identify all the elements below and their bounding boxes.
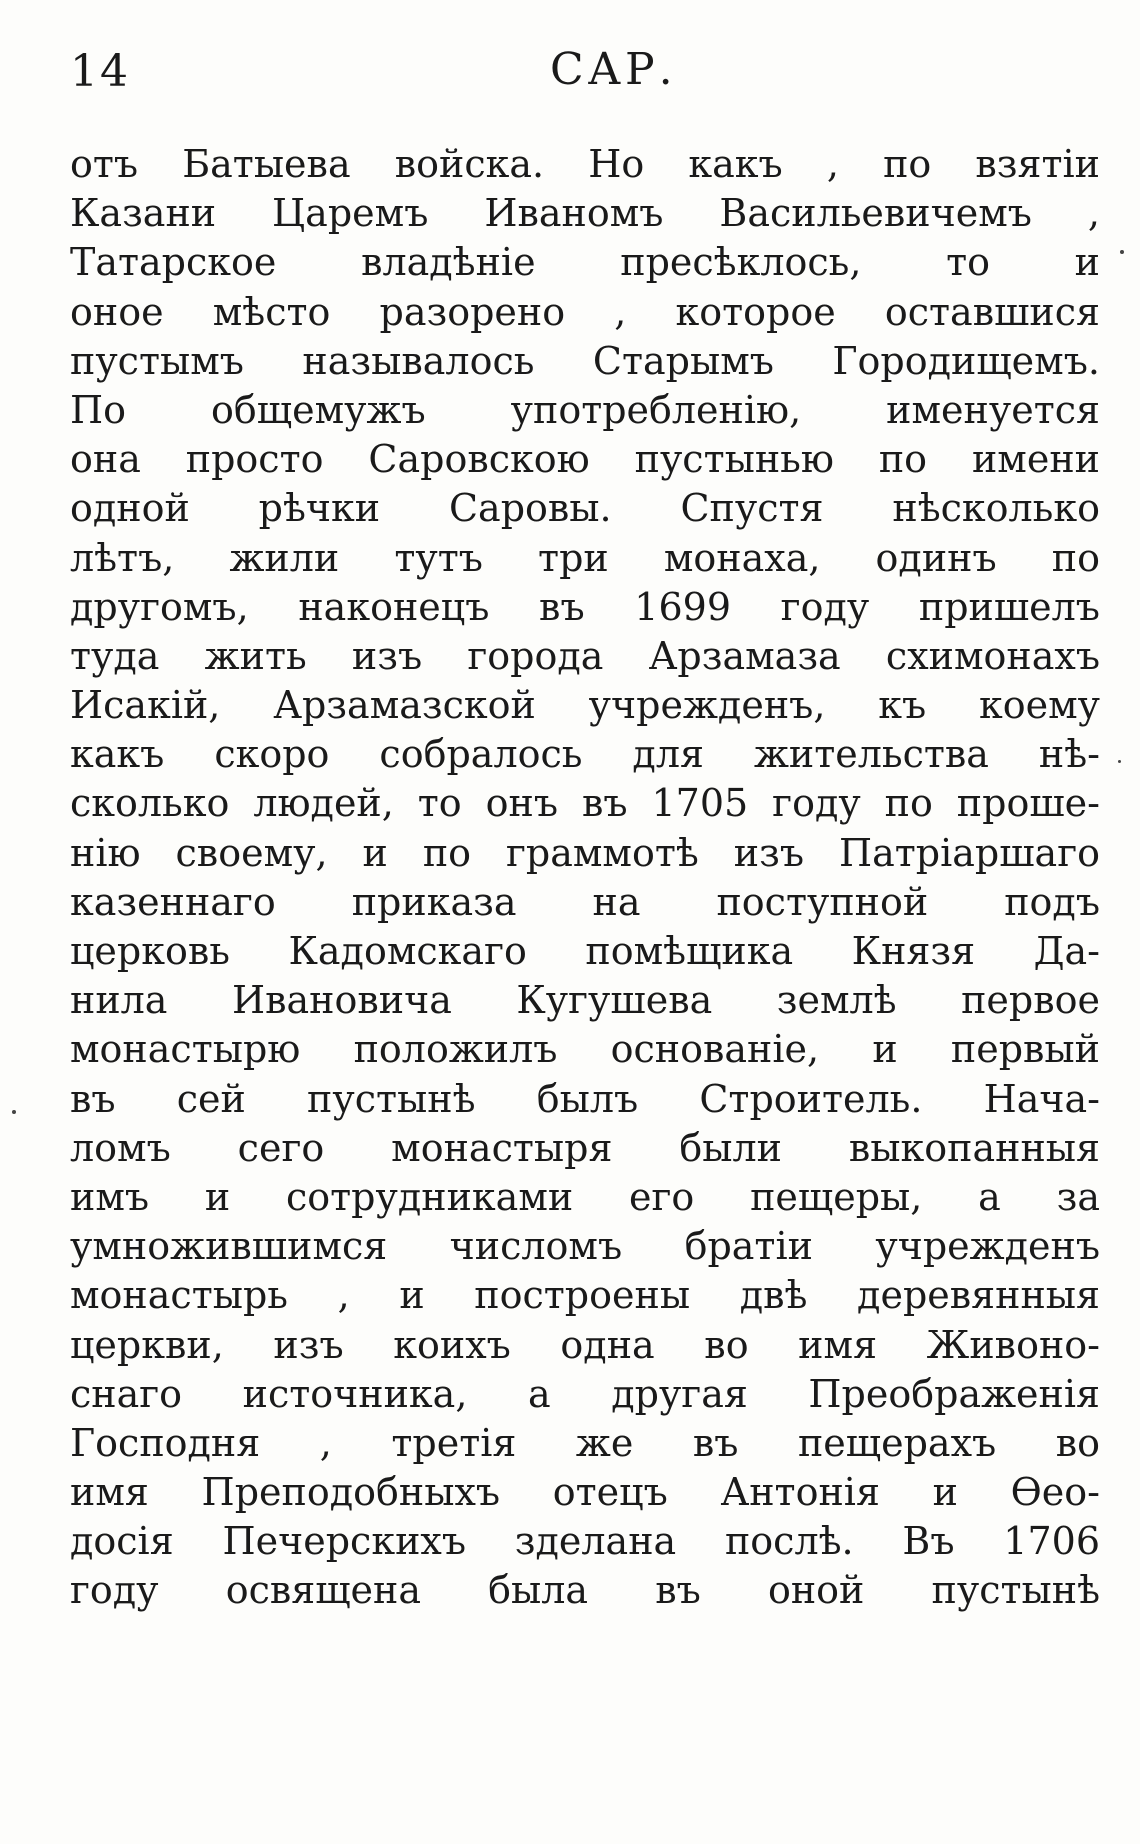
text-line: Казани Царемъ Иваномъ Васильевичемъ , [70, 191, 1100, 236]
text-line: церкви, изъ коихъ одна во имя Живоно- [70, 1322, 1100, 1367]
text-line: имя Преподобныхъ отецъ Антонія и Өео- [70, 1470, 1100, 1515]
text-line: туда жить изъ города Арзамаза схимонахъ [70, 633, 1100, 678]
text-line: казеннаго приказа на поступной подъ [70, 879, 1100, 924]
text-line: оное мѣсто разорено , которое оставшися [70, 289, 1100, 334]
text-line: По общемужъ употребленію, именуется [70, 387, 1100, 432]
text-line: она просто Саровскою пустынью по имени [70, 437, 1100, 482]
text-line: имъ и сотрудниками его пещеры, а за [70, 1174, 1100, 1219]
text-line: ломъ сего монастыря были выкопанныя [70, 1125, 1100, 1170]
running-head: САР. [550, 44, 677, 95]
text-line: досія Печерскихъ зделана послѣ. Въ 1706 [70, 1519, 1100, 1564]
scan-speck [1118, 760, 1121, 763]
text-line: году освящена была въ оной пустынѣ [70, 1568, 1100, 1613]
text-line: монастырю положилъ основаніе, и первый [70, 1027, 1100, 1072]
text-line: въ сей пустынѣ былъ Строитель. Нача- [70, 1076, 1100, 1121]
page-header [70, 40, 1110, 100]
scan-speck [12, 1110, 16, 1114]
text-line: снаго источника, а другая Преображенія [70, 1371, 1100, 1416]
text-line: умножившимся числомъ братіи учрежденъ [70, 1224, 1100, 1269]
text-line: церковь Кадомскаго помѣщика Князя Да- [70, 929, 1100, 973]
text-line: нію своему, и по граммотѣ изъ Патріаршаго [70, 830, 1100, 875]
body-text [70, 140, 1100, 1616]
text-line: отъ Батыева войска. Но какъ , по взятіи [70, 142, 1100, 186]
scan-speck [1120, 250, 1124, 254]
text-line: одной рѣчки Саровы. Спустя нѣсколько [70, 486, 1100, 531]
page-number: 14 [70, 46, 130, 97]
text-line: Татарское владѣніе пресѣклось, то и [70, 240, 1100, 285]
text-line: сколько людей, то онъ въ 1705 году по проше- [70, 781, 1100, 826]
text-line: пустымъ называлось Старымъ Городищемъ. [70, 338, 1100, 383]
text-line: Исакій, Арзамазской учрежденъ, къ коему [70, 683, 1100, 728]
text-line: Господня , третія же въ пещерахъ во [70, 1420, 1100, 1465]
text-line: какъ скоро собралось для жительства нѣ- [70, 732, 1100, 777]
text-line: другомъ, наконецъ въ 1699 году пришелъ [70, 584, 1100, 629]
text-line: лѣтъ, жили тутъ три монаха, одинъ по [70, 535, 1100, 580]
text-line: монастырь , и построены двѣ деревянныя [70, 1273, 1100, 1318]
text-line: нила Ивановича Кугушева землѣ первое [70, 978, 1100, 1023]
